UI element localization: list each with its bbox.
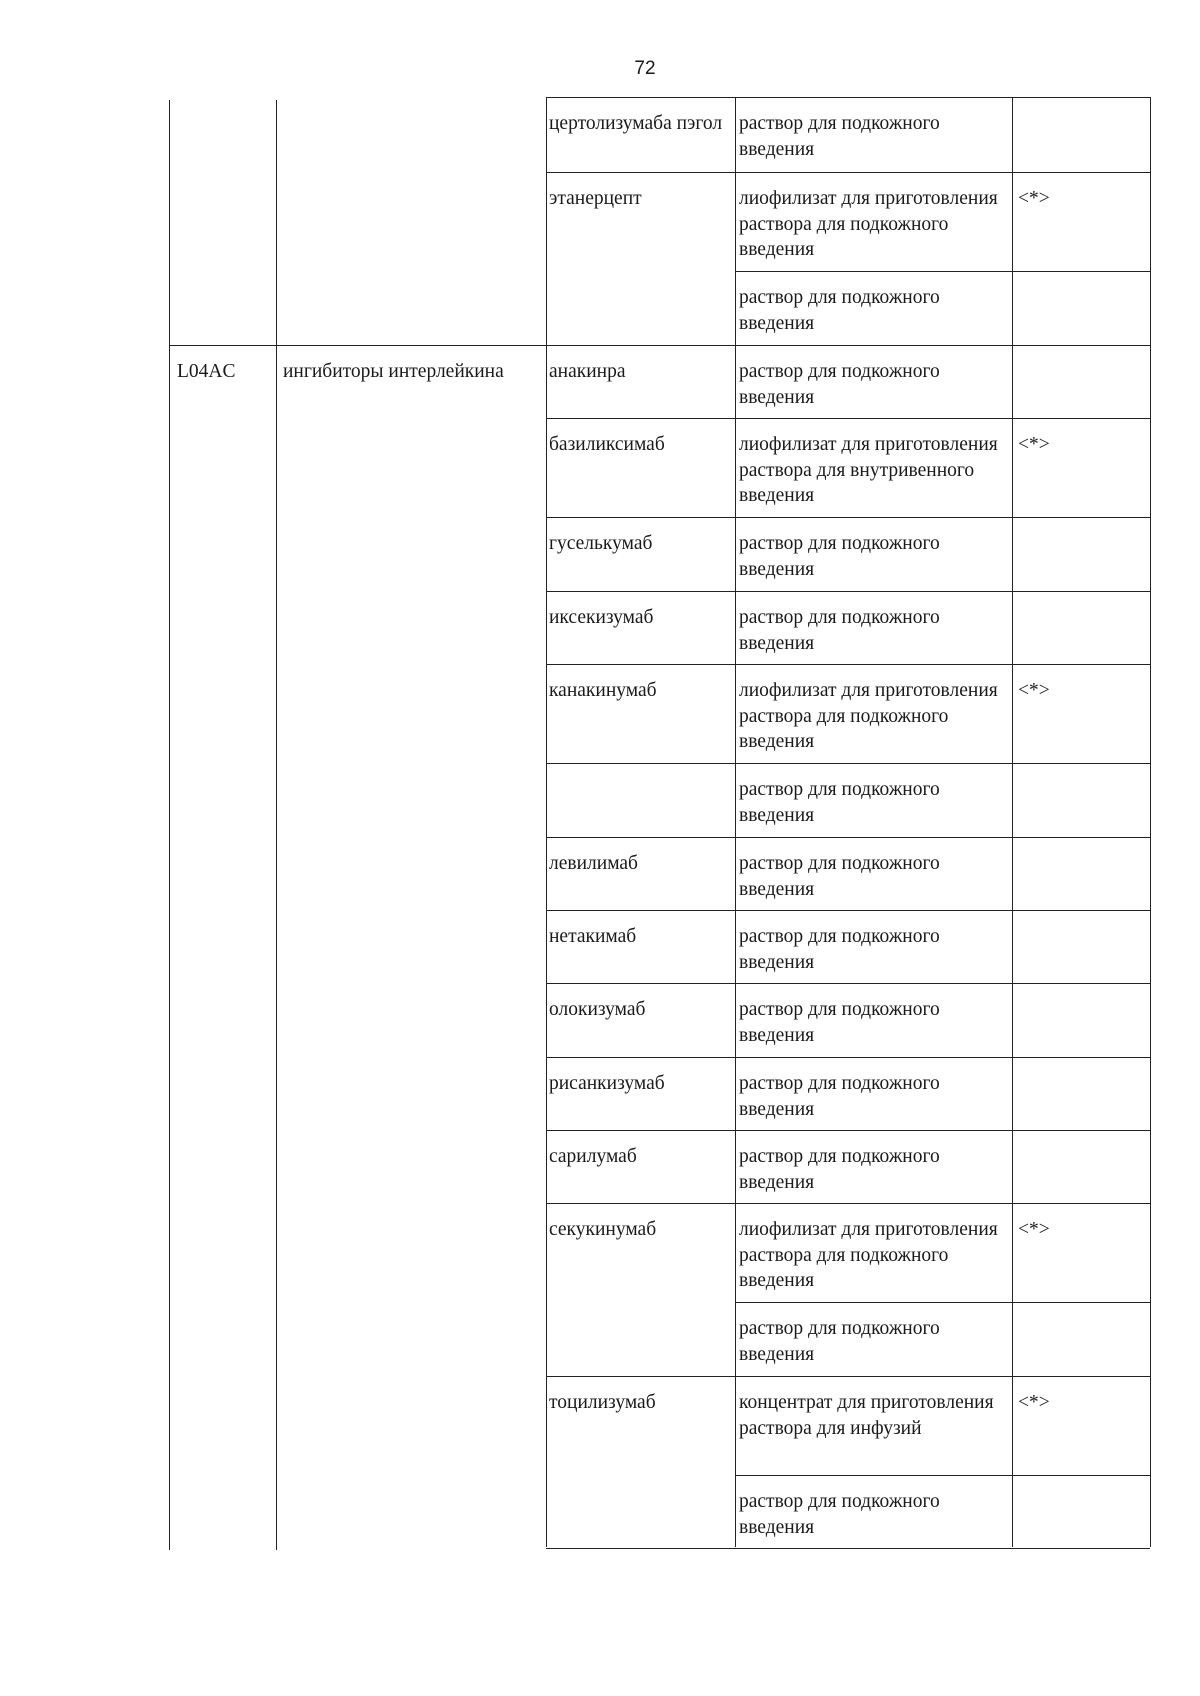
row-rule-17 bbox=[735, 1475, 1150, 1476]
dosage-form: лиофилизат для приготовления раствора для подкожного введения bbox=[739, 188, 998, 260]
column-rule-code-left bbox=[169, 100, 170, 1550]
atc-code: L04AC bbox=[177, 361, 236, 382]
dosage-form: раствор для подкожного введения bbox=[739, 607, 940, 654]
drug-name: сарилумаб bbox=[549, 1146, 637, 1167]
dosage-form: раствор для подкожного введения bbox=[739, 1146, 940, 1193]
note-mark: <*> bbox=[1018, 188, 1050, 209]
row-rule-13 bbox=[546, 1130, 1150, 1131]
column-rule-form-left bbox=[735, 97, 736, 1547]
dosage-form: раствор для подкожного введения bbox=[739, 1318, 940, 1365]
row-rule-group-start bbox=[169, 345, 1150, 346]
drug-name: рисанкизумаб bbox=[549, 1073, 665, 1094]
drug-name: иксекизумаб bbox=[549, 607, 654, 628]
row-rule-1 bbox=[546, 172, 1150, 173]
dosage-form: раствор для подкожного введения bbox=[739, 779, 940, 826]
drug-name: тоцилизумаб bbox=[549, 1392, 656, 1413]
note-mark: <*> bbox=[1018, 434, 1050, 455]
drug-name: анакинра bbox=[549, 361, 626, 382]
dosage-form: раствор для подкожного введения bbox=[739, 1073, 940, 1120]
dosage-form: раствор для подкожного введения bbox=[739, 287, 940, 334]
page-number: 72 bbox=[634, 58, 656, 79]
drug-name: канакинумаб bbox=[549, 680, 657, 701]
note-mark: <*> bbox=[1018, 1392, 1050, 1413]
dosage-form: лиофилизат для приготовления раствора для внутривенного введения bbox=[739, 434, 998, 506]
row-rule-6 bbox=[546, 591, 1150, 592]
drug-name: секукинумаб bbox=[549, 1219, 657, 1240]
dosage-form: концентрат для приготовления раствора для инфузий bbox=[739, 1392, 994, 1439]
dosage-form: лиофилизат для приготовления раствора для подкожного введения bbox=[739, 680, 998, 752]
group-name: ингибиторы интерлейкина bbox=[283, 361, 504, 382]
row-rule-bottom bbox=[546, 1548, 1150, 1549]
row-rule-10 bbox=[546, 910, 1150, 911]
dosage-form: раствор для подкожного введения bbox=[739, 533, 940, 580]
column-rule-right bbox=[1150, 97, 1151, 1547]
column-rule-note-left bbox=[1012, 97, 1013, 1547]
drug-name: олокизумаб bbox=[549, 999, 646, 1020]
row-rule-5 bbox=[546, 517, 1150, 518]
note-mark: <*> bbox=[1018, 680, 1050, 701]
drug-name: этанерцепт bbox=[549, 188, 642, 209]
row-rule-8 bbox=[546, 763, 1150, 764]
row-rule-15 bbox=[735, 1302, 1150, 1303]
dosage-form: раствор для подкожного введения bbox=[739, 926, 940, 973]
row-rule-2 bbox=[735, 271, 1150, 272]
dosage-form: раствор для подкожного введения bbox=[739, 1491, 940, 1538]
column-rule-group-left bbox=[276, 100, 277, 1550]
dosage-form: раствор для подкожного введения bbox=[739, 361, 940, 408]
row-rule-top bbox=[546, 97, 1150, 98]
drug-name: цертолизумаба пэгол bbox=[549, 113, 723, 134]
row-rule-12 bbox=[546, 1057, 1150, 1058]
dosage-form: раствор для подкожного введения bbox=[739, 999, 940, 1046]
drug-name: нетакимаб bbox=[549, 926, 637, 947]
row-rule-4 bbox=[546, 418, 1150, 419]
dosage-form: лиофилизат для приготовления раствора для подкожного введения bbox=[739, 1219, 998, 1291]
drug-name: гуселькумаб bbox=[549, 533, 653, 554]
dosage-form: раствор для подкожного введения bbox=[739, 853, 940, 900]
dosage-form: раствор для подкожного введения bbox=[739, 113, 940, 160]
row-rule-7 bbox=[546, 664, 1150, 665]
note-mark: <*> bbox=[1018, 1219, 1050, 1240]
row-rule-11 bbox=[546, 983, 1150, 984]
drug-name: левилимаб bbox=[549, 853, 638, 874]
row-rule-9 bbox=[546, 837, 1150, 838]
row-rule-14 bbox=[546, 1203, 1150, 1204]
column-rule-drug-left bbox=[546, 97, 547, 1547]
drug-name: базиликсимаб bbox=[549, 434, 665, 455]
row-rule-16 bbox=[546, 1376, 1150, 1377]
